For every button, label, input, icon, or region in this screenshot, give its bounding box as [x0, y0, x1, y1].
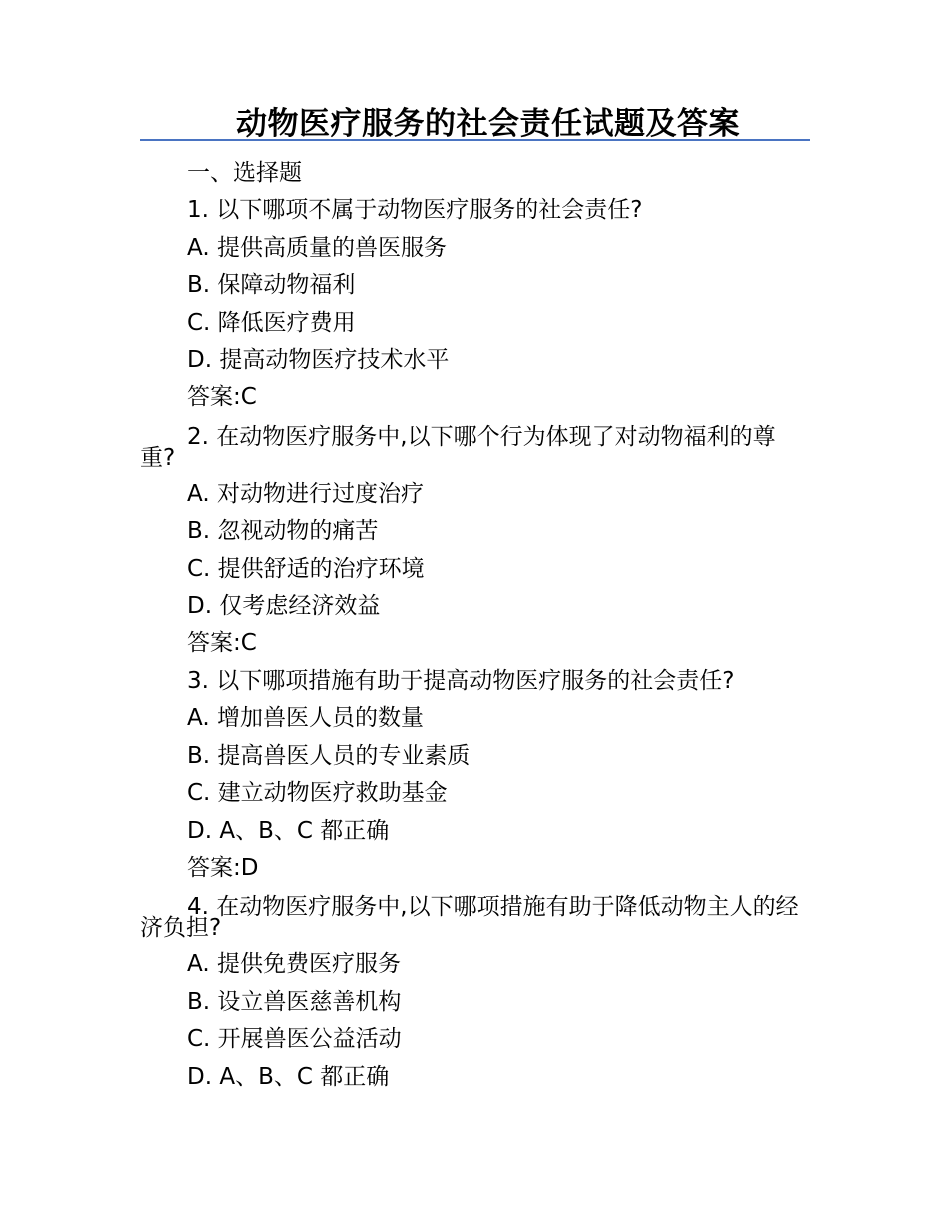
document-body: [140, 155, 810, 1096]
q3-option-c: C. 建立动物医疗救助基金: [187, 780, 448, 807]
title-underline: [140, 139, 810, 141]
q4-option-c: C. 开展兽医公益活动: [187, 1026, 402, 1053]
q4-option-a: A. 提供免费医疗服务: [187, 951, 401, 978]
question-3: 3. 以下哪项措施有助于提高动物医疗服务的社会责任?: [187, 667, 735, 694]
q2-option-d: D. 仅考虑经济效益: [187, 593, 381, 620]
q2-option-c: C. 提供舒适的治疗环境: [187, 555, 425, 582]
question-4: 4. 在动物医疗服务中,以下哪项措施有助于降低动物主人的经济负担?: [140, 894, 799, 942]
q1-option-b: B. 保障动物福利: [187, 272, 356, 299]
q3-option-a: A. 增加兽医人员的数量: [187, 705, 424, 732]
q3-answer: 答案:D: [187, 854, 259, 881]
q1-option-c: C. 降低医疗费用: [187, 309, 356, 336]
q3-option-d: D. A、B、C 都正确: [187, 817, 390, 844]
q2-answer: 答案:C: [187, 630, 257, 657]
q1-answer: 答案:C: [187, 384, 257, 411]
q1-option-a: A. 提供高质量的兽医服务: [187, 234, 447, 261]
q4-option-d: D. A、B、C 都正确: [187, 1063, 390, 1090]
q3-option-b: B. 提高兽医人员的专业素质: [187, 742, 471, 769]
document-title: 动物医疗服务的社会责任试题及答案: [236, 106, 740, 142]
section-heading: 一、选择题: [187, 160, 302, 186]
q1-option-d: D. 提高动物医疗技术水平: [187, 347, 450, 374]
q4-option-b: B. 设立兽医慈善机构: [187, 988, 402, 1015]
q2-option-a: A. 对动物进行过度治疗: [187, 480, 424, 507]
q2-option-b: B. 忽视动物的痛苦: [187, 518, 379, 545]
question-1: 1. 以下哪项不属于动物医疗服务的社会责任?: [187, 197, 643, 224]
question-2: 2. 在动物医疗服务中,以下哪个行为体现了对动物福利的尊重?: [140, 423, 776, 471]
